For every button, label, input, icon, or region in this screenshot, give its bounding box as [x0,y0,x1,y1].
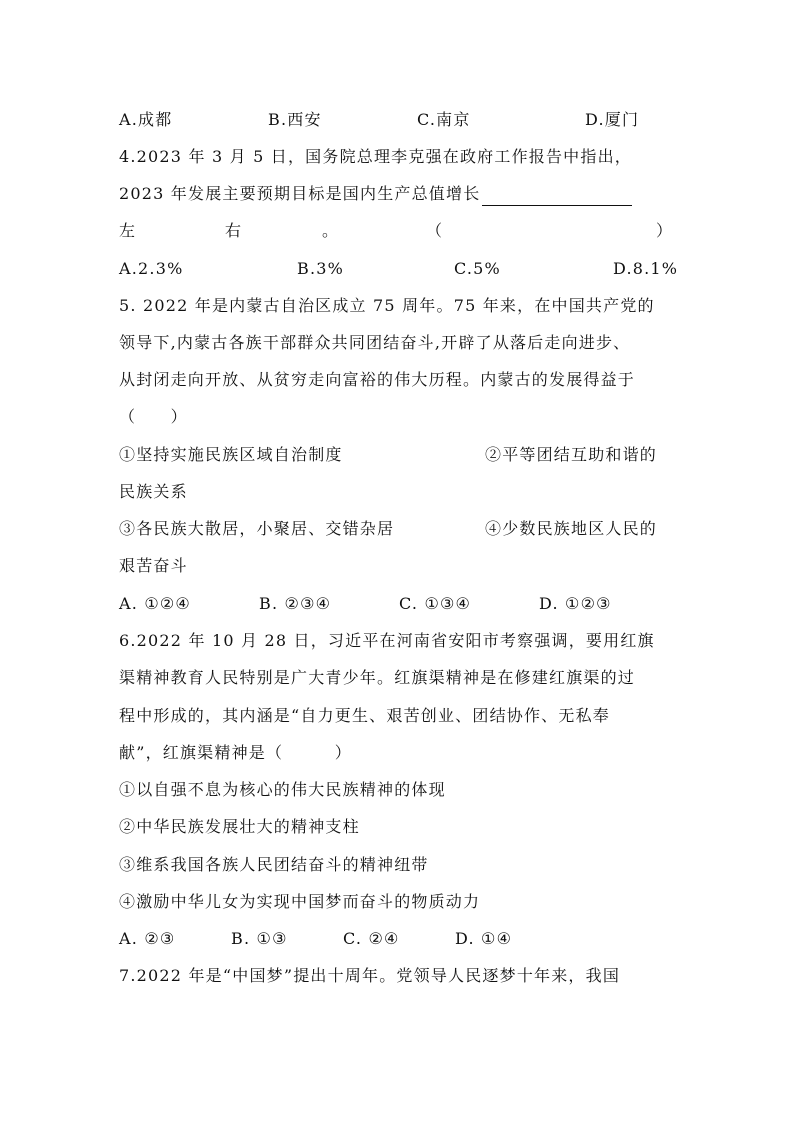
option-b: B. ①③ [231,929,288,948]
q5-item-2-a: ②平等团结互助和谐的 [485,445,658,464]
option-c: C.南京 [417,110,471,129]
q4-line-3 [119,219,675,243]
option-a: A.成都 [119,110,173,129]
q6-item-3: ③维系我国各族人民团结奋斗的精神纽带 [119,855,429,874]
option-a: A. ②③ [119,929,176,948]
q4-line-3-period: 。 [322,221,340,240]
q5-item-3: ③各民族大散居，小聚居、交错杂居 [119,519,395,538]
option-d: D.厦门 [585,110,640,129]
q6-options [119,927,675,951]
q6-line-2: 渠精神教育人民特别是广大青少年。红旗渠精神是在修建红旗渠的过 [119,668,636,687]
answer-blank [482,187,632,206]
q4-line-3-mid: 右 [225,221,243,240]
q5-line-4: （ ） [119,407,188,426]
answer-paren-close: ） [656,221,674,240]
option-d: D. ①④ [455,929,513,948]
q6-line-3: 程中形成的，其内涵是“自力更生、艰苦创业、团结协作、无私奉 [119,706,610,725]
q3-options [119,108,675,132]
option-d: D. ①②③ [539,594,612,613]
option-b: B.西安 [268,110,322,129]
option-d: D.8.1% [613,259,679,278]
q5-item-2-b: 民族关系 [119,482,188,501]
q5-options [119,592,675,616]
option-c: C.5% [454,259,501,278]
option-b: B. ②③④ [259,594,332,613]
q5-items-row-2 [119,517,675,541]
q5-line-2: 领导下,内蒙古各族干部群众共同团结奋斗,开辟了从落后走向进步、 [119,333,631,352]
q7-line-1: 7.2022 年是“中国梦”提出十周年。党领导人民逐梦十年来，我国 [119,966,621,985]
q5-line-1: 5. 2022 年是内蒙古自治区成立 75 周年。75 年来，在中国共产党的 [119,296,655,315]
q5-item-4-b: 艰苦奋斗 [119,556,188,575]
q6-item-4: ④激励中华儿女为实现中国梦而奋斗的物质动力 [119,892,481,911]
q5-item-4-a: ④少数民族地区人民的 [485,519,658,538]
option-a: A.2.3% [119,259,184,278]
q5-items-row-1 [119,443,675,467]
q4-line-1: 4.2023 年 3 月 5 日，国务院总理李克强在政府工作报告中指出， [119,147,632,166]
q6-line-4: 献”，红旗渠精神是（ ） [119,743,352,762]
option-a: A. ①②④ [119,594,191,613]
q5-line-3: 从封闭走向开放、从贫穷走向富裕的伟大历程。内蒙古的发展得益于 [119,370,636,389]
option-c: C. ①③④ [399,594,472,613]
q4-line-3-left: 左 [119,221,137,240]
q6-item-1: ①以自强不息为核心的伟大民族精神的体现 [119,780,446,799]
option-b: B.3% [297,259,345,278]
answer-paren-open: （ [426,221,444,240]
q4-options [119,257,679,281]
q4-line-2 [119,182,675,206]
q6-line-1: 6.2022 年 10 月 28 日，习近平在河南省安阳市考察强调，要用红旗 [119,631,655,650]
option-c: C. ②④ [343,929,400,948]
q5-item-1: ①坚持实施民族区域自治制度 [119,445,343,464]
q6-item-2: ②中华民族发展壮大的精神支柱 [119,817,360,836]
q4-line-2-text: 2023 年发展主要预期目标是国内生产总值增长 [119,184,481,203]
